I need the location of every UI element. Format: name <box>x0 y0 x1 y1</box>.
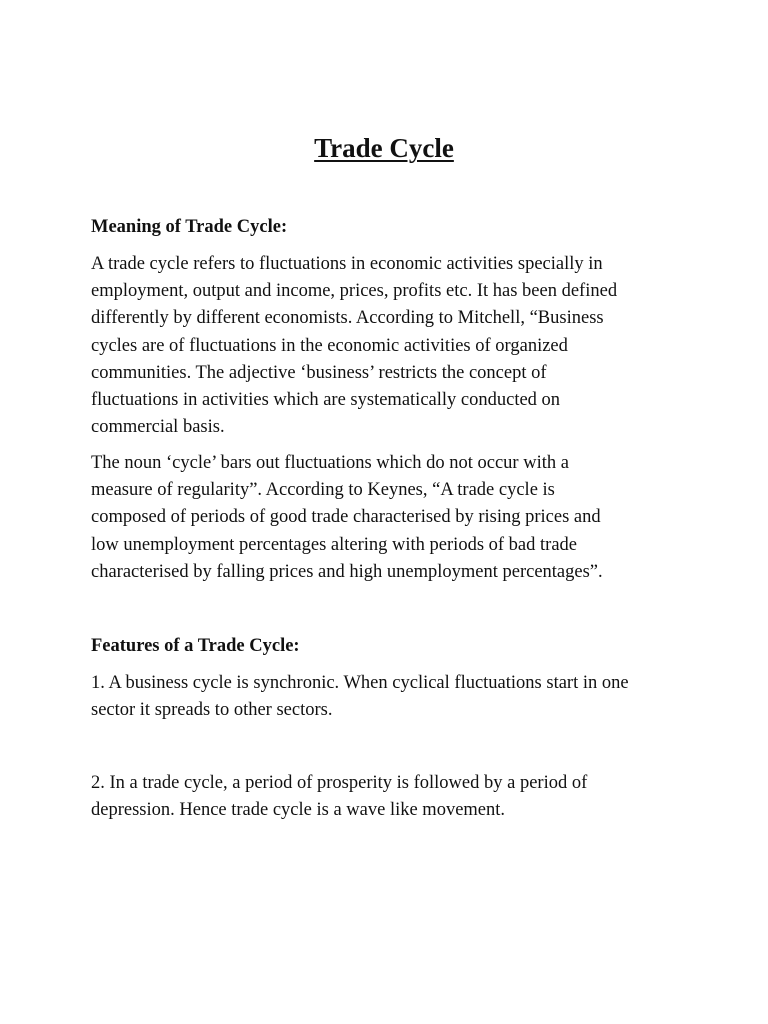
text-line: depression. Hence trade cycle is a wave like movement. <box>91 800 506 821</box>
text-line: 1. A business cycle is synchronic. When cyclical fluctuations start in one <box>91 673 629 693</box>
text-line: A trade cycle refers to fluctuations in economic activities specially in <box>91 254 603 274</box>
page-title: Trade Cycle <box>314 133 454 163</box>
text-line: 2. In a trade cycle, a period of prosperity is followed by a period of <box>91 773 588 793</box>
text-line: composed of periods of good trade characterised by rising prices and <box>91 507 601 528</box>
feature-item-1 <box>91 670 691 724</box>
text-line: differently by different economists. According to Mitchell, “Business <box>91 308 604 329</box>
section-heading-features: Features of a Trade Cycle: <box>91 636 300 656</box>
text-line: fluctuations in activities which are systematically conducted on <box>91 390 561 411</box>
text-line: The noun ‘cycle’ bars out fluctuations which do not occur with a <box>91 453 569 473</box>
text-line: communities. The adjective ‘business’ restricts the concept of <box>91 362 547 383</box>
text-line: sector it spreads to other sectors. <box>91 700 333 721</box>
text-line: characterised by falling prices and high unemployment percentages”. <box>91 561 603 582</box>
paragraph-meaning-keynes <box>91 450 691 586</box>
text-line: measure of regularity”. According to Keynes, “A trade cycle is <box>91 480 555 501</box>
text-line: commercial basis. <box>91 417 225 438</box>
text-line: low unemployment percentages altering with periods of bad trade <box>91 534 577 555</box>
text-line: employment, output and income, prices, profits etc. It has been defined <box>91 281 618 302</box>
text-line: cycles are of fluctuations in the economic activities of organized <box>91 335 568 356</box>
paragraph-meaning-definition <box>91 251 691 441</box>
feature-item-2 <box>91 770 691 824</box>
section-heading-meaning: Meaning of Trade Cycle: <box>91 217 288 237</box>
